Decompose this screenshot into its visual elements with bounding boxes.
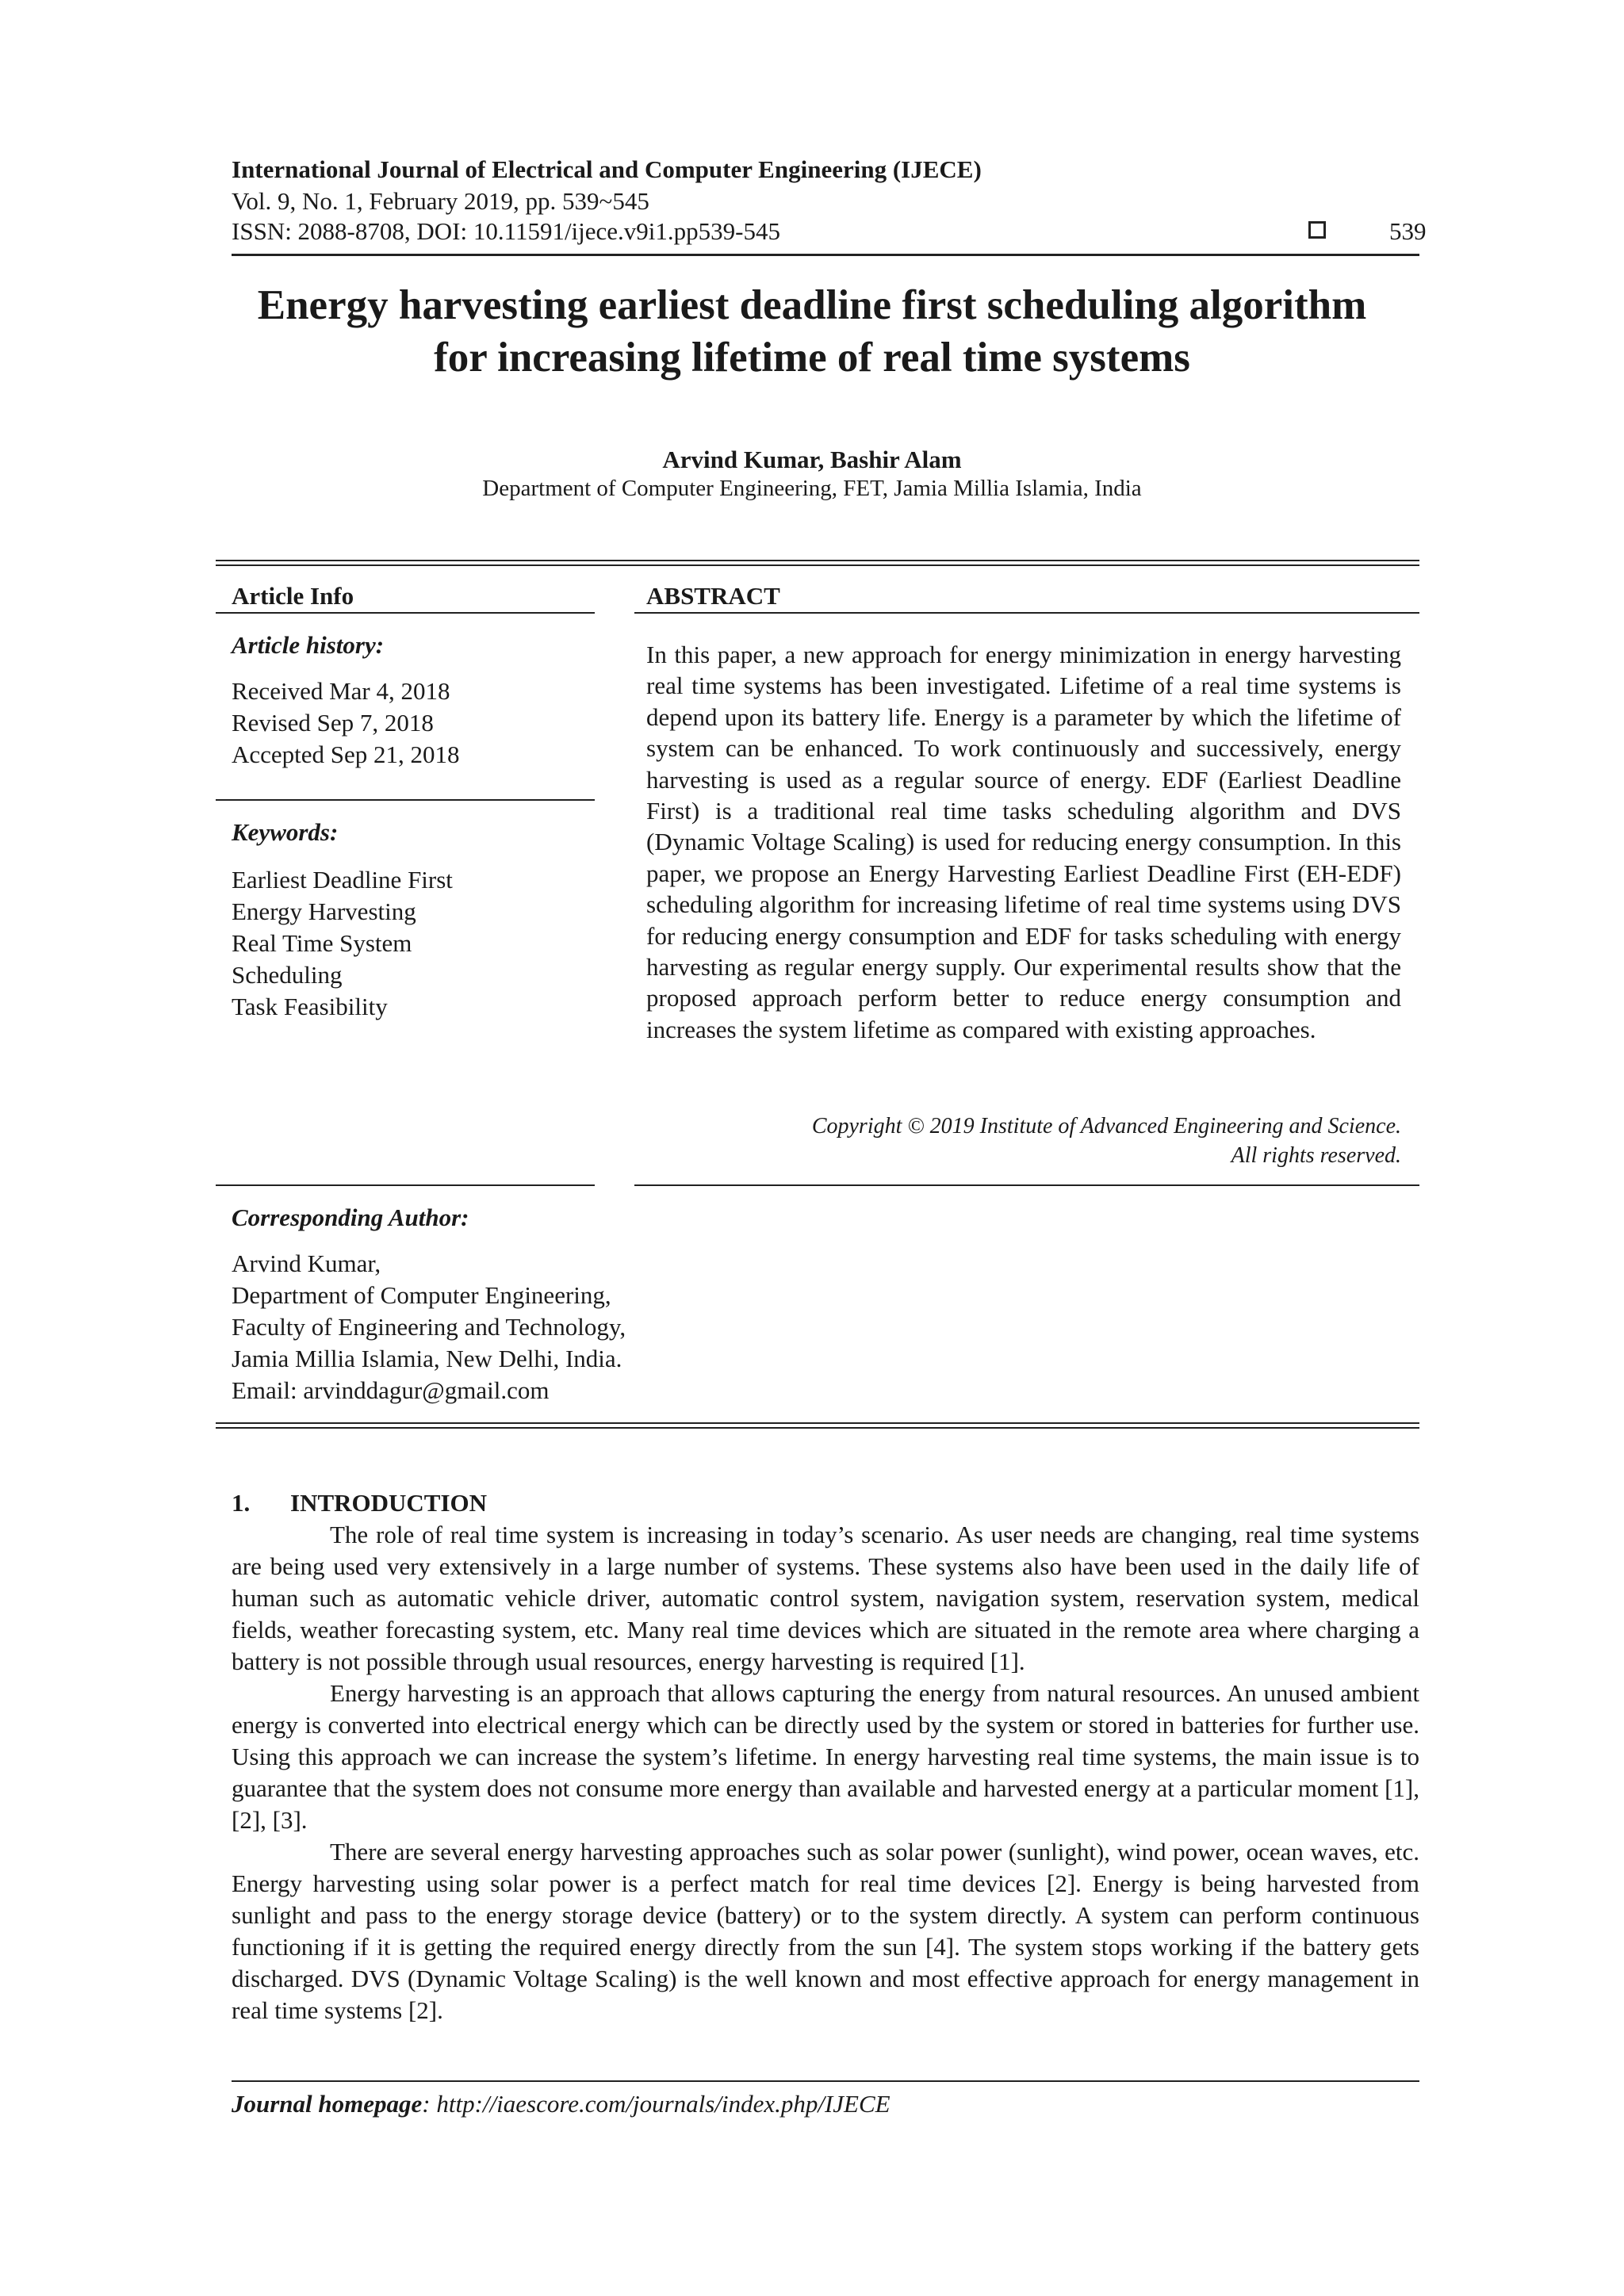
corresponding-author-label: Corresponding Author: <box>232 1203 469 1231</box>
abstract-heading: ABSTRACT <box>646 582 780 610</box>
footer-rule <box>232 2080 1419 2082</box>
corresponding-author-details <box>232 1248 945 1406</box>
journal-homepage-label: Journal homepage <box>232 2090 423 2118</box>
page-number: 539 <box>1389 217 1427 245</box>
journal-homepage <box>232 2090 891 2118</box>
intro-section-number: 1. <box>232 1489 251 1517</box>
author-institution: Jamia Millia Islamia, New Delhi, India. <box>232 1345 622 1372</box>
keyword: Task Feasibility <box>232 993 388 1020</box>
intro-paragraph: Energy harvesting is an approach that allows capturing the energy from natural resources. An unused ambient energy is converted into electrical energy which can be directly used by the system or stored in batteries for further use. Using this approach we can increase the system’s lifetime. In energy harvesting real time systems, the main issue is to guarantee that the system does not consume more energy than available and harvested energy at a particular moment [1], [2], [3]. <box>232 1679 1419 1834</box>
keywords-list <box>232 864 596 1023</box>
author-email: Email: arvinddagur@gmail.com <box>232 1376 550 1404</box>
copyright-line1: Copyright © 2019 Institute of Advanced Engineering and Science. <box>811 1114 1401 1138</box>
checkbox-square-icon <box>1308 221 1326 239</box>
author-faculty: Faculty of Engineering and Technology, <box>232 1313 626 1341</box>
revised-date: Revised Sep 7, 2018 <box>232 709 434 737</box>
abstract-text: In this paper, a new approach for energy minimization in energy harvesting real time systems has been investigated. Lifetime of a real time systems is depend upon its battery life. Energy is a parameter by which the lifetime of system can be enhanced. To work continuously and successively, energy harvesting is used as a regular source of energy. EDF (Earliest Deadline First) is a traditional real time tasks scheduling algorithm and DVS (Dynamic Voltage Scaling) is used for reducing energy consumption. In this paper, we propose an Energy Harvesting Earliest Deadline First (EH-EDF) scheduling algorithm for increasing lifetime of real time systems using DVS for reducing energy consumption and EDF for tasks scheduling with energy harvesting as regular energy supply. Our experimental results show that the proposed approach perform better to reduce energy consumption and increases the system lifetime as compared with existing approaches. <box>646 641 1401 1043</box>
keyword: Scheduling <box>232 961 343 989</box>
abstract-bottom-rule <box>634 1184 1419 1186</box>
info-box-bottom-rule-2 <box>216 1427 1419 1429</box>
received-date: Received Mar 4, 2018 <box>232 677 450 705</box>
paper-title-line1: Energy harvesting earliest deadline first scheduling algorithm <box>257 282 1367 328</box>
keyword: Energy Harvesting <box>232 897 416 925</box>
intro-body <box>232 1519 1419 2026</box>
keywords-label: Keywords: <box>232 818 339 846</box>
author-department: Department of Computer Engineering, <box>232 1281 611 1309</box>
left-col-bottom-rule <box>216 1184 595 1186</box>
keyword: Earliest Deadline First <box>232 866 453 894</box>
intro-heading: INTRODUCTION <box>290 1489 488 1517</box>
article-history-label: Article history: <box>232 631 385 659</box>
intro-paragraph: The role of real time system is increasing in today’s scenario. As user needs are changing, real time systems are being used very extensively in a large number of systems. These systems also have been used in the daily life of human such as automatic vehicle driver, automatic control system, navigation system, reservation system, medical fields, weather forecasting system, etc. Many real time devices which are situated in the remote area where charging a battery is not possible through usual resources, energy harvesting is required [1]. <box>232 1521 1419 1675</box>
info-box-bottom-rule <box>216 1422 1419 1424</box>
authors: Arvind Kumar, Bashir Alam <box>662 446 962 473</box>
journal-name: International Journal of Electrical and Computer Engineering (IJECE) <box>232 155 982 183</box>
journal-homepage-link[interactable]: : http://iaescore.com/journals/index.php/IJECE <box>422 2090 891 2118</box>
article-history <box>232 675 596 771</box>
accepted-date: Accepted Sep 21, 2018 <box>232 740 460 768</box>
info-box-top-rule-2 <box>216 564 1419 566</box>
paper-title-line2: for increasing lifetime of real time systems <box>434 335 1190 381</box>
header-rule <box>232 254 1419 256</box>
copyright-line2: All rights reserved. <box>1231 1143 1401 1168</box>
history-rule <box>216 799 595 801</box>
affiliation: Department of Computer Engineering, FET, Jamia Millia Islamia, India <box>482 476 1142 501</box>
info-box-top-rule <box>216 560 1419 561</box>
keyword: Real Time System <box>232 929 412 957</box>
abstract-rule <box>634 612 1419 614</box>
intro-paragraph: There are several energy harvesting approaches such as solar power (sunlight), wind power, ocean waves, etc. Energy harvesting using solar power is a perfect match for real time devices [2]. Energy is being harvested from sunlight and pass to the energy storage device (battery) or to the system directly. A system can perform continuous functioning if it is getting the required energy directly from the sun [4]. The system stops working if the battery gets discharged. DVS (Dynamic Voltage Scaling) is the well known and most effective approach for energy management in real time systems [2]. <box>232 1838 1419 2024</box>
journal-volume: Vol. 9, No. 1, February 2019, pp. 539~545 <box>232 187 649 215</box>
article-info-heading: Article Info <box>232 582 354 610</box>
copyright <box>646 1112 1401 1170</box>
article-info-rule <box>216 612 595 614</box>
paper-title <box>159 279 1465 384</box>
journal-issn-doi: ISSN: 2088-8708, DOI: 10.11591/ijece.v9i1.pp539-545 <box>232 217 780 245</box>
author-name: Arvind Kumar, <box>232 1249 381 1277</box>
